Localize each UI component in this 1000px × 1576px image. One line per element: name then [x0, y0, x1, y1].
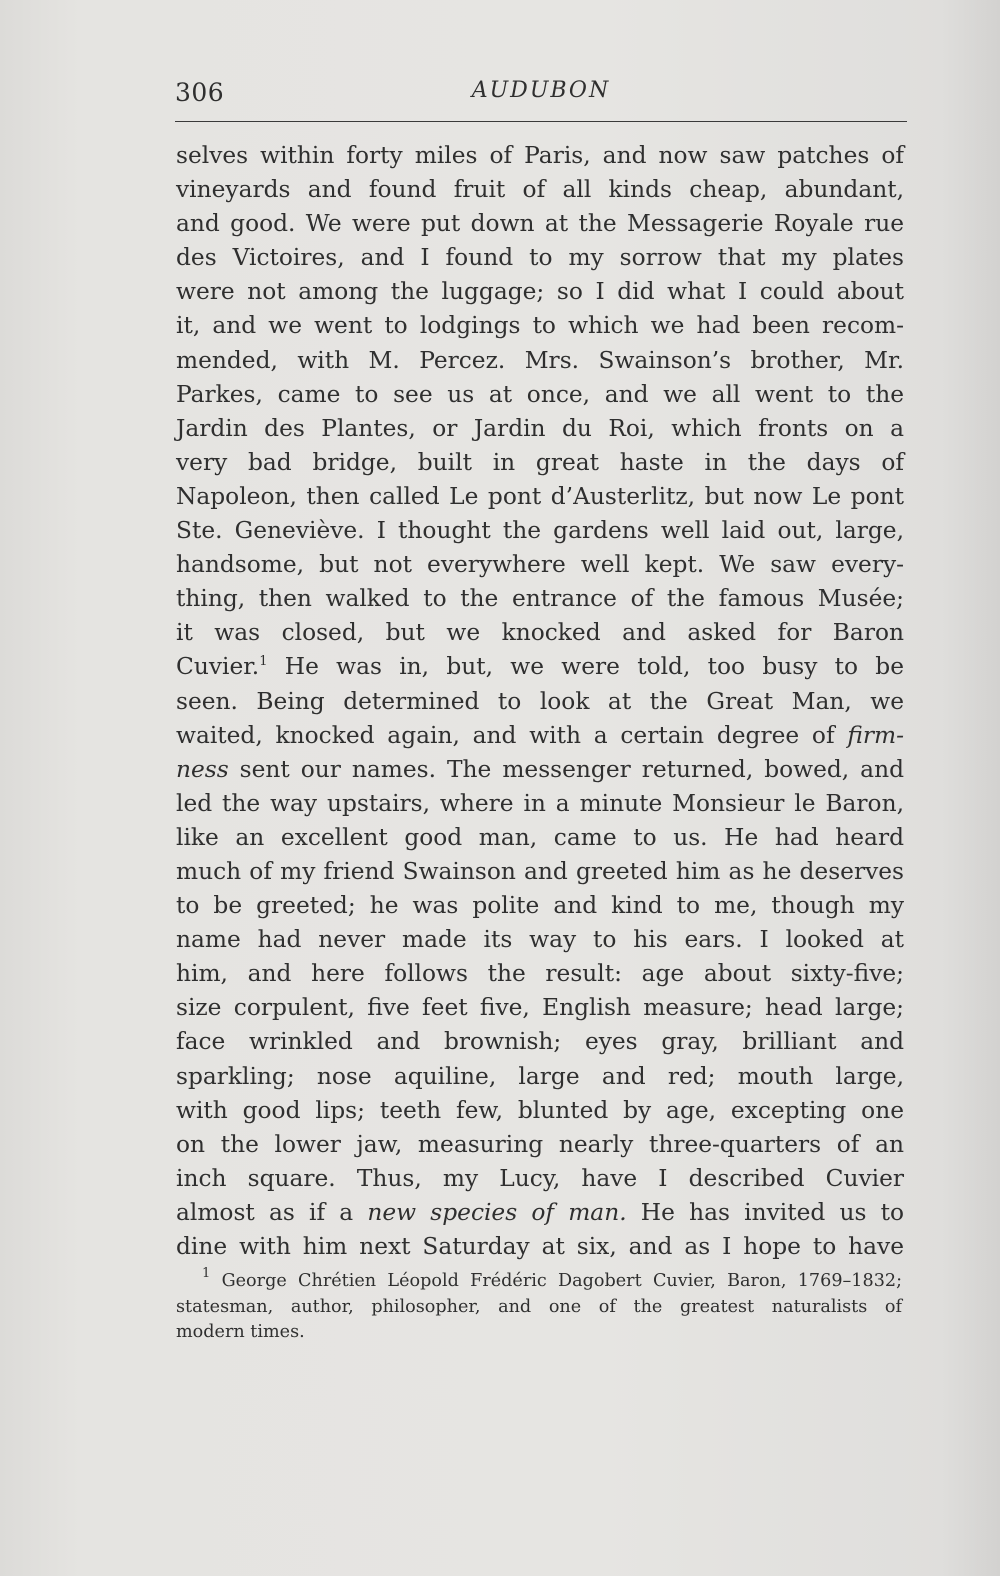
text-line: led the way upstairs, where in a minute Monsieur le Baron, [176, 789, 904, 817]
text-line: seen. Being determined to look at the Great Man, we [176, 687, 904, 715]
page-header [175, 78, 907, 118]
text-line: sparkling; nose aquiline, large and red; mouth large, [176, 1062, 904, 1090]
page-edge-shadow [940, 0, 1000, 1576]
text-line: inch square. Thus, my Lucy, have I described Cuvier [176, 1164, 904, 1192]
text-line: Parkes, came to see us at once, and we all went to the [176, 380, 904, 408]
text-line: vineyards and found fruit of all kinds cheap, abundant, [176, 176, 904, 204]
text-line: it was closed, but we knocked and asked for Baron [176, 619, 904, 647]
text-line: were not among the luggage; so I did what I could about [176, 278, 904, 306]
footnote-text: George Chrétien Léopold Frédéric Dagobert Cuvier, Baron, 1769–1832; [221, 1271, 903, 1291]
text-line: Napoleon, then called Le pont d’Austerlitz, but now Le pont [176, 482, 904, 510]
text-line: Ste. Geneviève. I thought the gardens well laid out, large, [176, 517, 904, 545]
text-line: very bad bridge, built in great haste in the days of [176, 448, 904, 476]
text-fragment: almost as if a [176, 1198, 368, 1226]
footnote-line: statesman, author, philosopher, and one of the greatest naturalists of [176, 1296, 902, 1317]
italic-text: new species of man. [367, 1198, 627, 1226]
text-fragment: sent our names. The messenger returned, bowed, and [228, 755, 904, 783]
text-fragment: He has invited us to [626, 1198, 904, 1226]
text-line: thing, then walked to the entrance of the famous Musée; [176, 585, 904, 613]
running-head: AUDUBON [471, 78, 611, 103]
text-line: Jardin des Plantes, or Jardin du Roi, which fronts on a [176, 414, 904, 442]
footnote-reference: 1 [259, 654, 268, 670]
text-line [176, 719, 904, 753]
text-line [176, 650, 904, 684]
footnote-marker: 1 [202, 1266, 211, 1281]
body-text [176, 139, 904, 1264]
text-line: face wrinkled and brownish; eyes gray, brilliant and [176, 1028, 904, 1056]
text-line: it, and we went to lodgings to which we had been recom- [176, 312, 904, 340]
text-line: him, and here follows the result: age about sixty-five; [176, 960, 904, 988]
text-line: on the lower jaw, measuring nearly three-quarters of an [176, 1130, 904, 1158]
text-line: mended, with M. Percez. Mrs. Swainson’s brother, Mr. [176, 346, 904, 374]
italic-text: ness [176, 755, 229, 783]
text-line: des Victoires, and I found to my sorrow that my plates [176, 244, 904, 272]
text-line: to be greeted; he was polite and kind to me, though my [176, 892, 904, 920]
text-line [176, 1196, 904, 1230]
text-line: much of my friend Swainson and greeted him as he deserves [176, 857, 904, 885]
text-line: dine with him next Saturday at six, and as I hope to have [176, 1233, 904, 1260]
header-rule [175, 121, 907, 122]
italic-text: firm- [847, 721, 904, 749]
text-fragment: Cuvier. [176, 653, 260, 681]
footnote-line: modern times. [176, 1322, 305, 1342]
text-line: like an excellent good man, came to us. He had heard [176, 823, 904, 851]
text-line: size corpulent, five feet five, English measure; head large; [176, 994, 904, 1022]
text-line: handsome, but not everywhere well kept. We saw every- [176, 551, 904, 579]
text-line: selves within forty miles of Paris, and now saw patches of [176, 142, 904, 169]
text-line: with good lips; teeth few, blunted by age, excepting one [176, 1096, 904, 1124]
text-fragment: waited, knocked again, and with a certain degree of [176, 721, 848, 749]
text-line: name had never made its way to his ears. I looked at [176, 926, 904, 954]
text-line [176, 753, 904, 787]
footnote [176, 1266, 903, 1346]
page-number: 306 [175, 78, 225, 107]
text-line: and good. We were put down at the Messagerie Royale rue [176, 210, 904, 238]
text-fragment: He was in, but, we were told, too busy to be [267, 653, 904, 681]
footnote-line [176, 1266, 903, 1295]
